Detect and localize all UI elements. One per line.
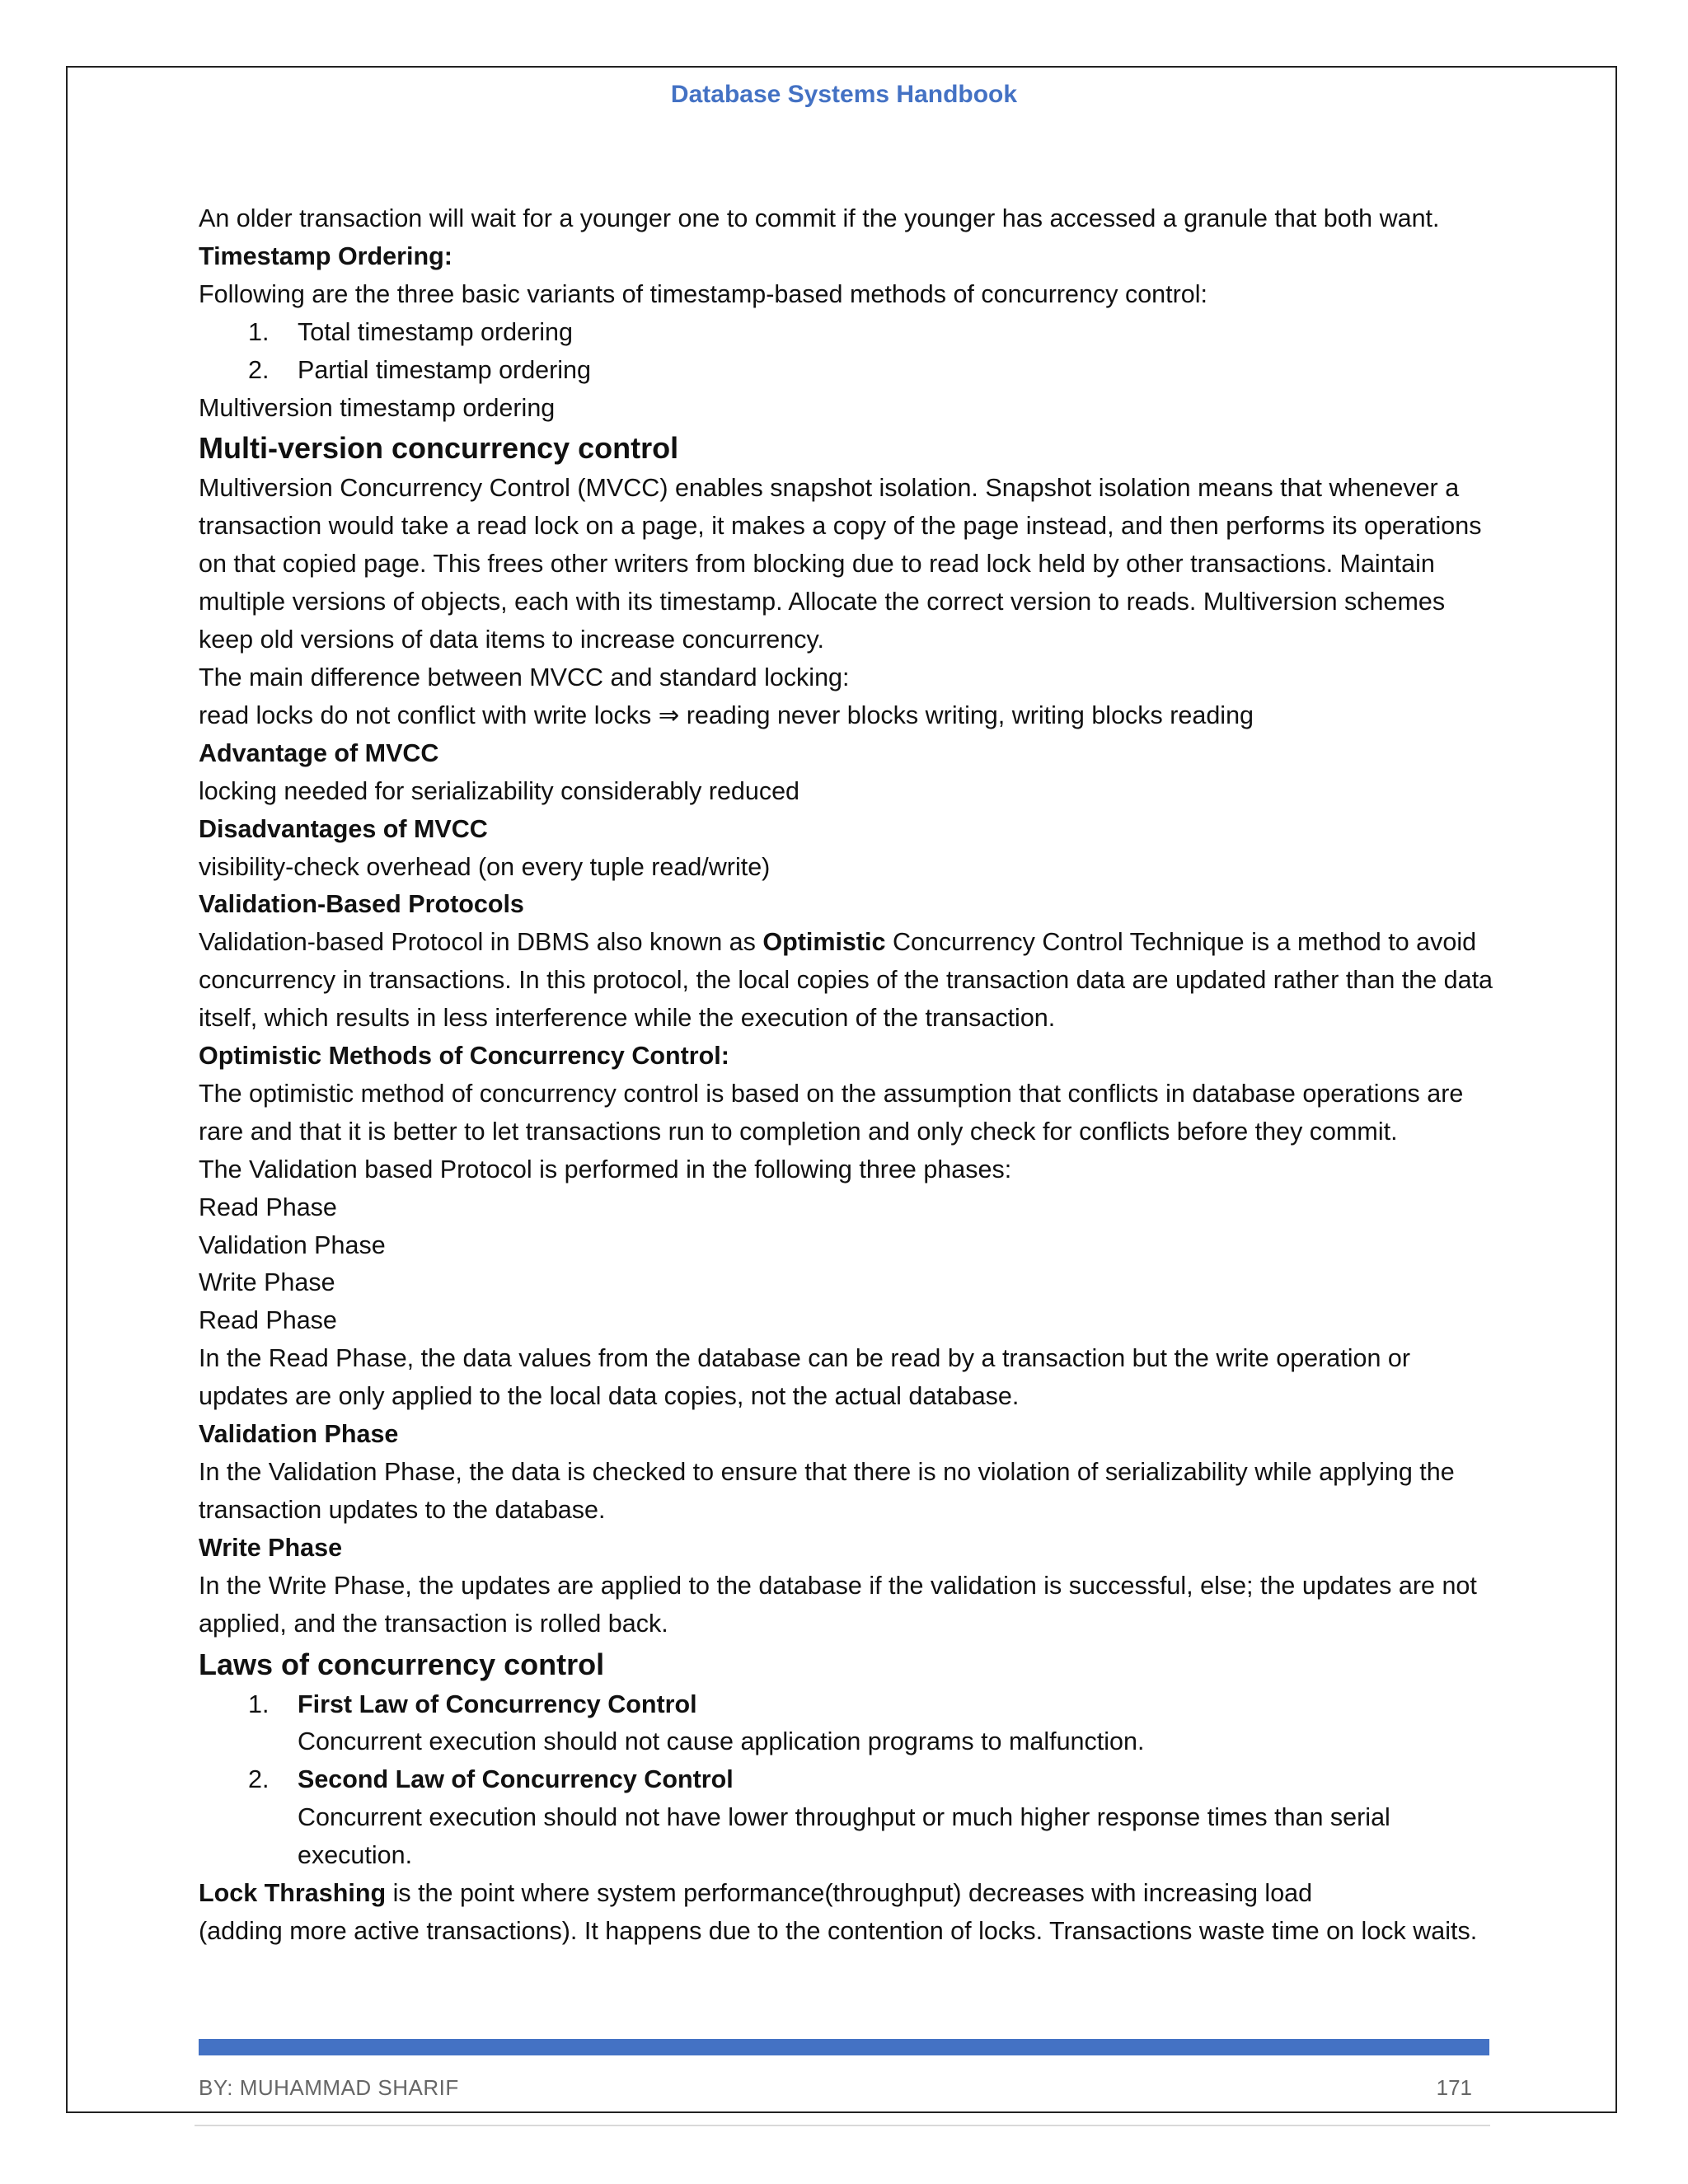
advantage-text: locking needed for serializability considerably reduced: [199, 776, 800, 805]
validation-phase-heading: Validation Phase: [199, 1420, 399, 1449]
write-phase-heading: Write Phase: [199, 1533, 343, 1562]
page-number: 171: [1436, 2075, 1472, 2100]
page-content: [199, 200, 1505, 1951]
list-item: [199, 352, 1505, 390]
phases-intro: The Validation based Protocol is performed in the following three phases:: [199, 1155, 1012, 1183]
write-phase-paragraph: In the Write Phase, the updates are applied to the database if the validation is successful, else; the updates are not applied, and the transaction is rolled back.: [199, 1571, 1477, 1638]
law-text: Concurrent execution should not cause application programs to malfunction.: [298, 1727, 1145, 1756]
vbp-text-post: Concurrency Control Technique is a method to avoid concurrency in transactions. In this protocol, the local copies of the transaction data are updated rather than the data itself, which results in less interference while the execution of the transaction.: [199, 928, 1493, 1033]
mvcc-paragraph: Multiversion Concurrency Control (MVCC) enables snapshot isolation. Snapshot isolation means that whenever a transaction would take a read lock on a page, it makes a copy of the page instead, and then performs its operations on that copied page. This frees other writers from blocking due to read lock held by other transactions. Maintain multiple versions of objects, each with its timestamp. Allocate the correct version to reads. Multiversion schemes keep old versions of data items to increase concurrency.: [199, 474, 1482, 654]
bottom-divider: [195, 2125, 1490, 2126]
footer-accent-bar: [199, 2039, 1489, 2055]
multiversion-timestamp-line: Multiversion timestamp ordering: [199, 393, 556, 422]
phase-item: Read Phase: [199, 1193, 337, 1221]
list-item: [199, 314, 1505, 352]
timestamp-ordering-heading: Timestamp Ordering:: [199, 241, 452, 270]
laws-heading: Laws of concurrency control: [199, 1647, 605, 1681]
list-text: Partial timestamp ordering: [298, 355, 591, 384]
disadvantage-heading: Disadvantages of MVCC: [199, 814, 488, 843]
list-number: 2.: [248, 1765, 270, 1794]
list-number: 1.: [248, 317, 270, 346]
phase-item: Validation Phase: [199, 1230, 386, 1259]
lock-thrashing-continuation: (adding more active transactions). It happens due to the contention of locks. Transactions waste time on lock waits.: [199, 1916, 1478, 1945]
disadvantage-text: visibility-check overhead (on every tuple read/write): [199, 852, 771, 881]
list-number: 1.: [248, 1690, 270, 1718]
law-title: First Law of Concurrency Control: [298, 1690, 697, 1718]
timestamp-intro: Following are the three basic variants of timestamp-based methods of concurrency control:: [199, 279, 1207, 308]
footer-author: BY: MUHAMMAD SHARIF: [199, 2075, 459, 2100]
advantage-heading: Advantage of MVCC: [199, 738, 439, 767]
optimistic-heading: Optimistic Methods of Concurrency Control:: [199, 1042, 729, 1071]
list-text: Total timestamp ordering: [298, 317, 573, 346]
vbp-text-pre: Validation-based Protocol in DBMS also known as: [199, 928, 763, 957]
law-text: Concurrent execution should not have lower throughput or much higher response times than serial execution.: [298, 1803, 1390, 1870]
mvcc-difference: The main difference between MVCC and standard locking:: [199, 663, 850, 691]
intro-paragraph: An older transaction will wait for a younger one to commit if the younger has accessed a granule that both want.: [199, 204, 1440, 232]
lock-thrashing-term: Lock Thrashing: [199, 1879, 387, 1908]
validation-protocols-heading: Validation-Based Protocols: [199, 890, 524, 919]
read-phase-paragraph: In the Read Phase, the data values from the database can be read by a transaction but the write operation or updates are only applied to the local data copies, not the actual database.: [199, 1344, 1411, 1411]
lock-thrashing-line: [199, 1875, 1505, 1913]
optimistic-paragraph: The optimistic method of concurrency control is based on the assumption that conflicts in database operations are rare and that it is better to let transactions run to completion and only check for conflicts before they commit.: [199, 1079, 1464, 1146]
validation-phase-paragraph: In the Validation Phase, the data is checked to ensure that there is no violation of serializability while applying the transaction updates to the database.: [199, 1458, 1455, 1524]
vbp-text-bold: Optimistic: [762, 928, 886, 957]
mvcc-difference-detail: read locks do not conflict with write locks ⇒ reading never blocks writing, writing blocks reading: [199, 701, 1254, 729]
phase-item: Read Phase: [199, 1306, 337, 1335]
law-title: Second Law of Concurrency Control: [298, 1765, 734, 1794]
list-item: [199, 1686, 1505, 1762]
lock-thrashing-text: is the point where system performance(throughput) decreases with increasing load: [386, 1879, 1313, 1908]
mvcc-heading: Multi-version concurrency control: [199, 431, 679, 466]
page-header-title: Database Systems Handbook: [670, 81, 1018, 108]
validation-protocols-paragraph: [199, 924, 1505, 1038]
list-number: 2.: [248, 355, 270, 384]
list-item: [199, 1761, 1505, 1875]
phase-item: Write Phase: [199, 1268, 335, 1297]
